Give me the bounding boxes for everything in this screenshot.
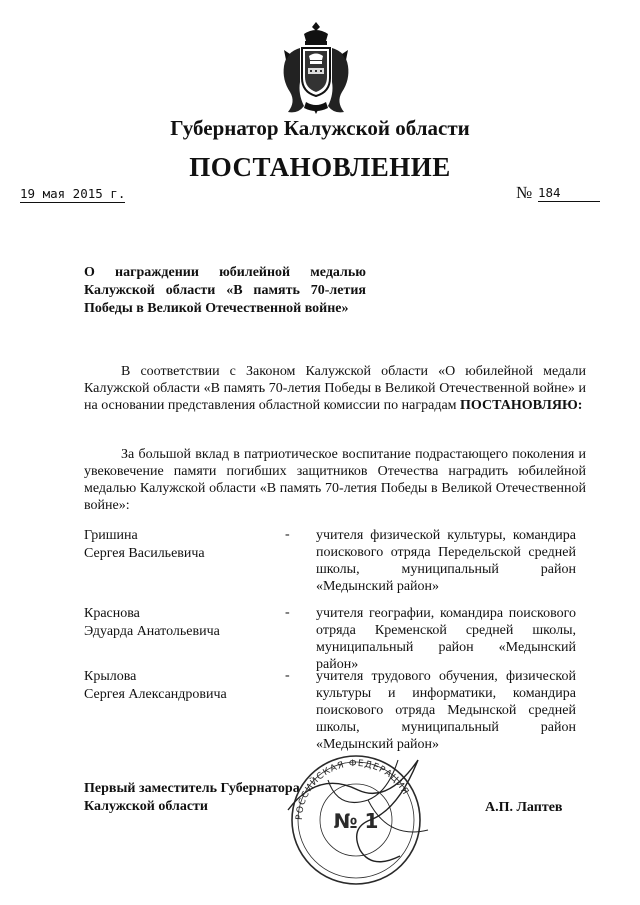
awardee-dash: - [285, 605, 290, 620]
awardee-description: учителя трудового обучения, физической культуры и информатики, командира поискового отряда Медынской средней школы, муниципальный район «Медынский район» [316, 669, 576, 752]
awardee-dash: - [285, 668, 290, 683]
number-label: № [516, 183, 533, 202]
awardee-given-names: Эдуарда Анатольевича [84, 624, 220, 639]
signer-position-line2: Калужской области [84, 799, 208, 814]
awardee-name [84, 527, 205, 563]
signer-name: А.П. Лаптев [485, 800, 563, 815]
preamble-paragraph [84, 363, 586, 414]
awardee-surname: Крылова [84, 669, 137, 684]
seal-number-text: № 1 [333, 809, 379, 833]
awardee-name [84, 668, 227, 704]
decree-word: ПОСТАНОВЛЯЮ: [460, 398, 583, 413]
signer-position-line1: Первый заместитель Губернатора [84, 781, 300, 796]
awardee-given-names: Сергея Васильевича [84, 546, 205, 561]
awardee-description: учителя физической культуры, командира поискового отряда Передельской средней школы, муниципальный район «Медынский район» [316, 528, 576, 594]
preamble-text: В соответствии с Законом Калужской области «О юбилейной медали Калужской области «В память 70-летия Победы в Великой Отечественной войне» и на основании представления областной комиссии по наградам [84, 364, 586, 413]
awardee-dash: - [285, 527, 290, 542]
document-subject: О награждении юбилейной медалью Калужской области «В память 70-летия Победы в Великой Отечественной войне» [84, 265, 366, 316]
awardee-description: учителя географии, командира поискового отряда Кременской средней школы, муниципальный район «Медынский район» [316, 606, 576, 672]
document-number [538, 185, 600, 202]
document-number-value: 184 [538, 185, 561, 200]
coat-of-arms-emblem [276, 18, 356, 118]
document-type-title: ПОСТАНОВЛЕНИЕ [189, 152, 451, 182]
awardee-surname: Гришина [84, 528, 138, 543]
awardee-given-names: Сергея Александровича [84, 687, 227, 702]
governor-title: Губернатор Калужской области [170, 116, 470, 140]
awardee-surname: Краснова [84, 606, 140, 621]
official-seal-stamp [268, 740, 446, 895]
seal-ring-text: РОССИЙСКАЯ ФЕДЕРАЦИЯ [294, 758, 411, 821]
award-paragraph: За большой вклад в патриотическое воспитание подрастающего поколения и увековечение памяти погибших защитников Отечества наградить юбилейной медалью Калужской области «В память 70-летия Победы в Великой Отечественной войне»: [84, 447, 586, 513]
document-date: 19 мая 2015 г. [20, 186, 126, 201]
awardee-name [84, 605, 220, 641]
